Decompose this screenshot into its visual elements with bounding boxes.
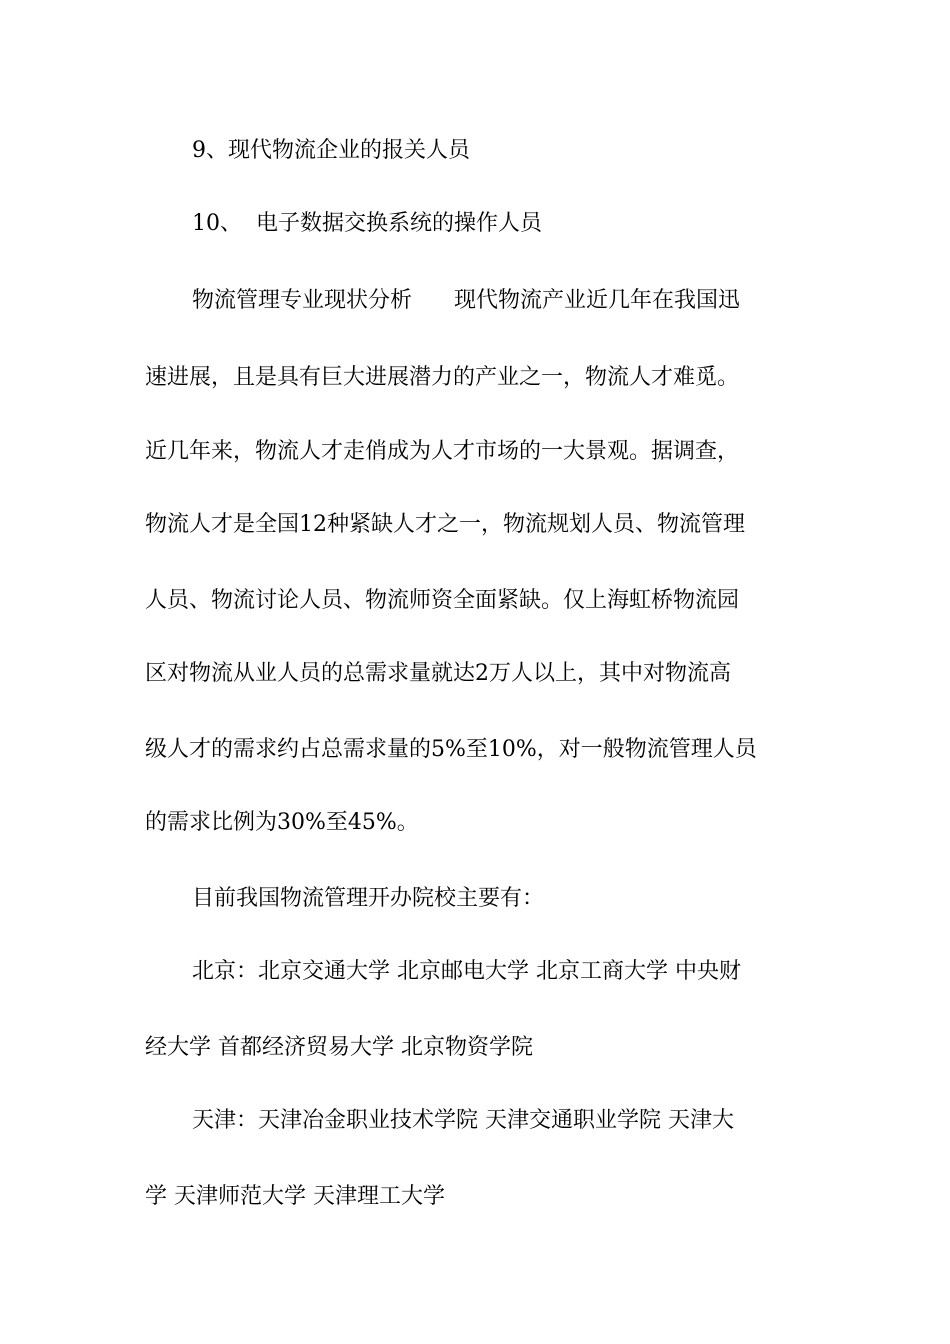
paragraph-analysis-line-2: 速进展，且是具有巨大进展潜力的产业之一，物流人才难觅。 <box>145 365 740 390</box>
paragraph-analysis-line-1: 物流管理专业现状分析 现代物流产业近几年在我国迅 <box>192 288 740 313</box>
beijing-schools-line-2: 经大学 首都经济贸易大学 北京物资学院 <box>145 1035 533 1060</box>
paragraph-analysis-line-7: 级人才的需求约占总需求量的5%至10%，对一般物流管理人员 <box>145 737 757 762</box>
beijing-schools-line-1: 北京：北京交通大学 北京邮电大学 北京工商大学 中央财 <box>192 959 741 984</box>
paragraph-analysis-line-5: 人员、物流讨论人员、物流师资全面紧缺。仅上海虹桥物流园 <box>145 588 740 613</box>
tianjin-schools-line-2: 学 天津师范大学 天津理工大学 <box>145 1184 445 1209</box>
schools-heading: 目前我国物流管理开办院校主要有： <box>192 886 545 911</box>
paragraph-analysis-line-6: 区对物流从业人员的总需求量就达2万人以上，其中对物流高 <box>145 661 731 686</box>
paragraph-analysis-line-4: 物流人才是全国12种紧缺人才之一，物流规划人员、物流管理 <box>145 512 745 537</box>
paragraph-analysis-line-3: 近几年来，物流人才走俏成为人才市场的一大景观。据调查， <box>145 439 740 464</box>
list-item-9: 9、现代物流企业的报关人员 <box>192 138 470 163</box>
list-item-10: 10、 电子数据交换系统的操作人员 <box>192 211 542 236</box>
paragraph-analysis-line-8: 的需求比例为30%至45%。 <box>145 810 419 835</box>
tianjin-schools-line-1: 天津：天津冶金职业技术学院 天津交通职业学院 天津大 <box>192 1108 734 1133</box>
